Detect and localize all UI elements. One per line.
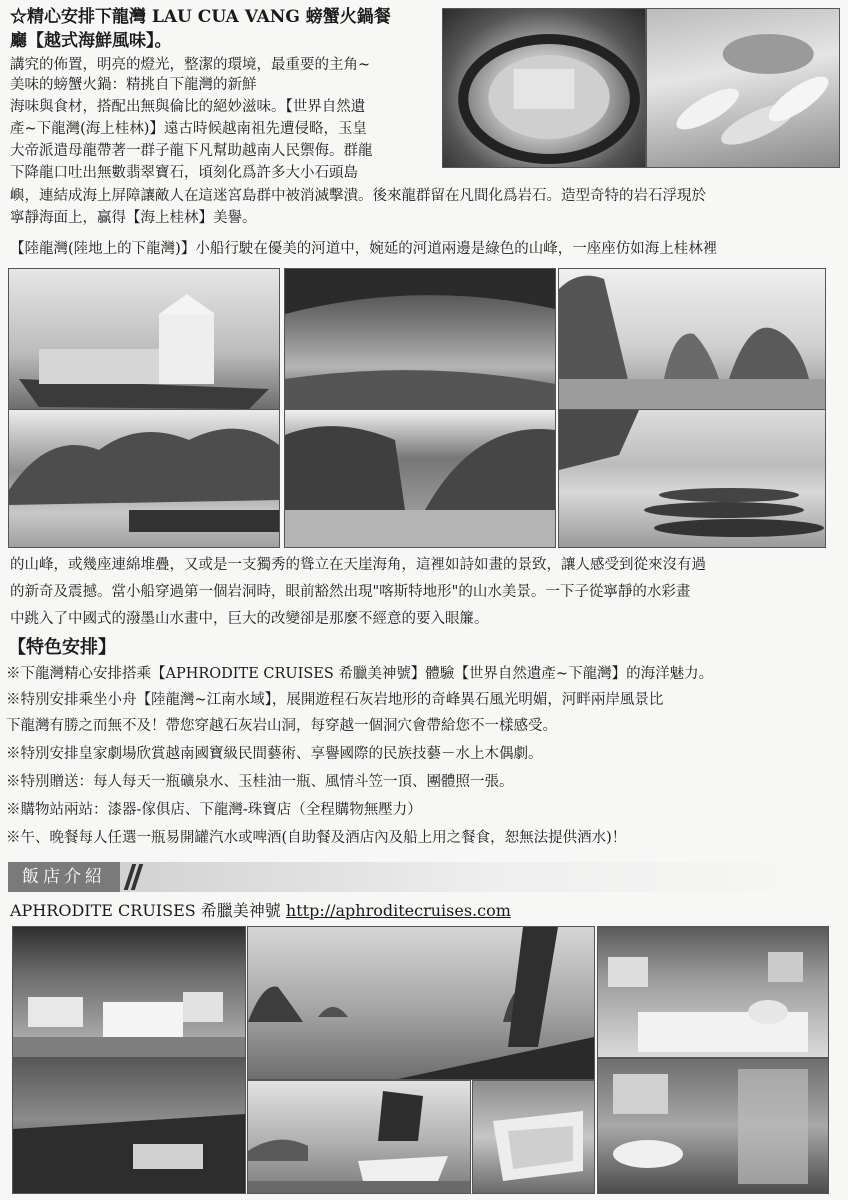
cave-photo [284,268,556,410]
cabin-bed-photo [597,926,829,1058]
hotel-banner-label: 飯店介紹 [8,862,120,892]
special-line: ※午、晚餐每人任選一瓶易開罐汽水或啤酒(自助餐及酒店內及船上用之餐食，恕無法提供酒水)！ [6,830,627,846]
dining-room-photo [12,926,246,1058]
article-line: 產~下龍灣(海上桂林)】遠古時候越南祖先遭侵略，玉皇 [10,121,367,137]
lulong-line: 的新奇及震撼。當小船穿過第一個岩洞時，眼前豁然出現"喀斯特地形"的山水美景。一下子從寧靜的水彩畫 [10,584,691,600]
deck-dining-photo [12,1058,246,1194]
limestone-bay-photo [558,268,826,410]
article-line: 寧靜海面上，贏得【海上桂林】美譽。 [10,210,257,226]
hotel-banner [8,862,833,892]
article-line: 講究的佈置，明亮的燈光，整潔的環境，最重要的主角~ [10,57,371,73]
special-line: ※特別安排皇家劇場欣賞越南國寶級民間藝術、享譽國際的民族技藝－水上木偶劇。 [6,746,543,762]
bathtub-photo [472,1080,595,1194]
article-line: 下降龍口吐出無數翡翠寶石，頃刻化爲許多大小石頭島 [10,165,358,181]
spring-rolls-photo [646,8,840,168]
moored-boats-photo [558,409,826,548]
river-boats-photo [8,409,280,548]
rowing-boat-photo [8,268,280,410]
special-heading: 【特色安排】 [8,637,116,658]
lulong-line: 的山峰，或幾座連綿堆疊，又或是一支獨秀的聳立在天崖海角，這裡如詩如畫的景致，讓人感受到從來沒有過 [10,557,706,573]
karst-river-photo [284,409,556,548]
crab-hotpot-photo [442,8,646,168]
article-line: 大帝派遣母龍帶著一群子龍下凡幫助越南人民禦侮。群龍 [10,143,373,159]
junk-sails-photo [247,926,595,1080]
article-line: 海味與食材，搭配出無與倫比的絕妙滋味。【世界自然遺 [10,99,366,115]
special-line: 下龍灣有勝之而無不及！帶您穿越石灰岩山洞，每穿越一個洞穴會帶給您不一樣感受。 [6,718,557,734]
cruise-ship-photo [247,1080,471,1194]
article-title-line2: 廳【越式海鮮風味】。 [10,31,172,51]
bathroom-photo [597,1058,829,1194]
special-line: ※特別贈送：每人每天一瓶礦泉水、玉桂油一瓶、風情斗笠一頂、團體照一張。 [6,774,514,790]
cruise-url-link[interactable]: http://aphroditecruises.com [285,901,511,920]
special-line: ※特別安排乘坐小舟【陸龍灣~江南水域】，展開遊程石灰岩地形的奇峰異石風光明媚，河畔兩岸風景比 [6,692,664,708]
special-line: ※購物站兩站：漆器-傢俱店、下龍灣-珠寶店（全程購物無壓力） [6,802,422,818]
cruise-info [10,901,511,921]
lulong-line: 中跳入了中國式的潑墨山水畫中，巨大的改變卻是那麼不經意的要入眼簾。 [10,611,489,627]
article-line: 美味的螃蟹火鍋：精挑自下龍灣的新鮮 [10,77,257,93]
lulong-intro: 【陸龍灣(陸地上的下龍灣)】小船行駛在優美的河道中，婉延的河道兩邊是綠色的山峰，一座座仿如海上桂林裡 [10,241,718,257]
article-line: 嶼，連結成海上屏障讓敵人在這迷宮島群中被消滅擊潰。後來龍群留在凡間化爲岩石。造型奇特的岩石浮現於 [10,188,706,204]
cruise-name: APHRODITE CRUISES 希臘美神號 [10,901,281,920]
article-title-line1: ☆精心安排下龍灣 LAU CUA VANG 螃蟹火鍋餐 [10,7,391,27]
special-line: ※下龍灣精心安排搭乘【APHRODITE CRUISES 希臘美神號】體驗【世界自然遺產~下龍灣】的海洋魅力。 [6,666,714,682]
